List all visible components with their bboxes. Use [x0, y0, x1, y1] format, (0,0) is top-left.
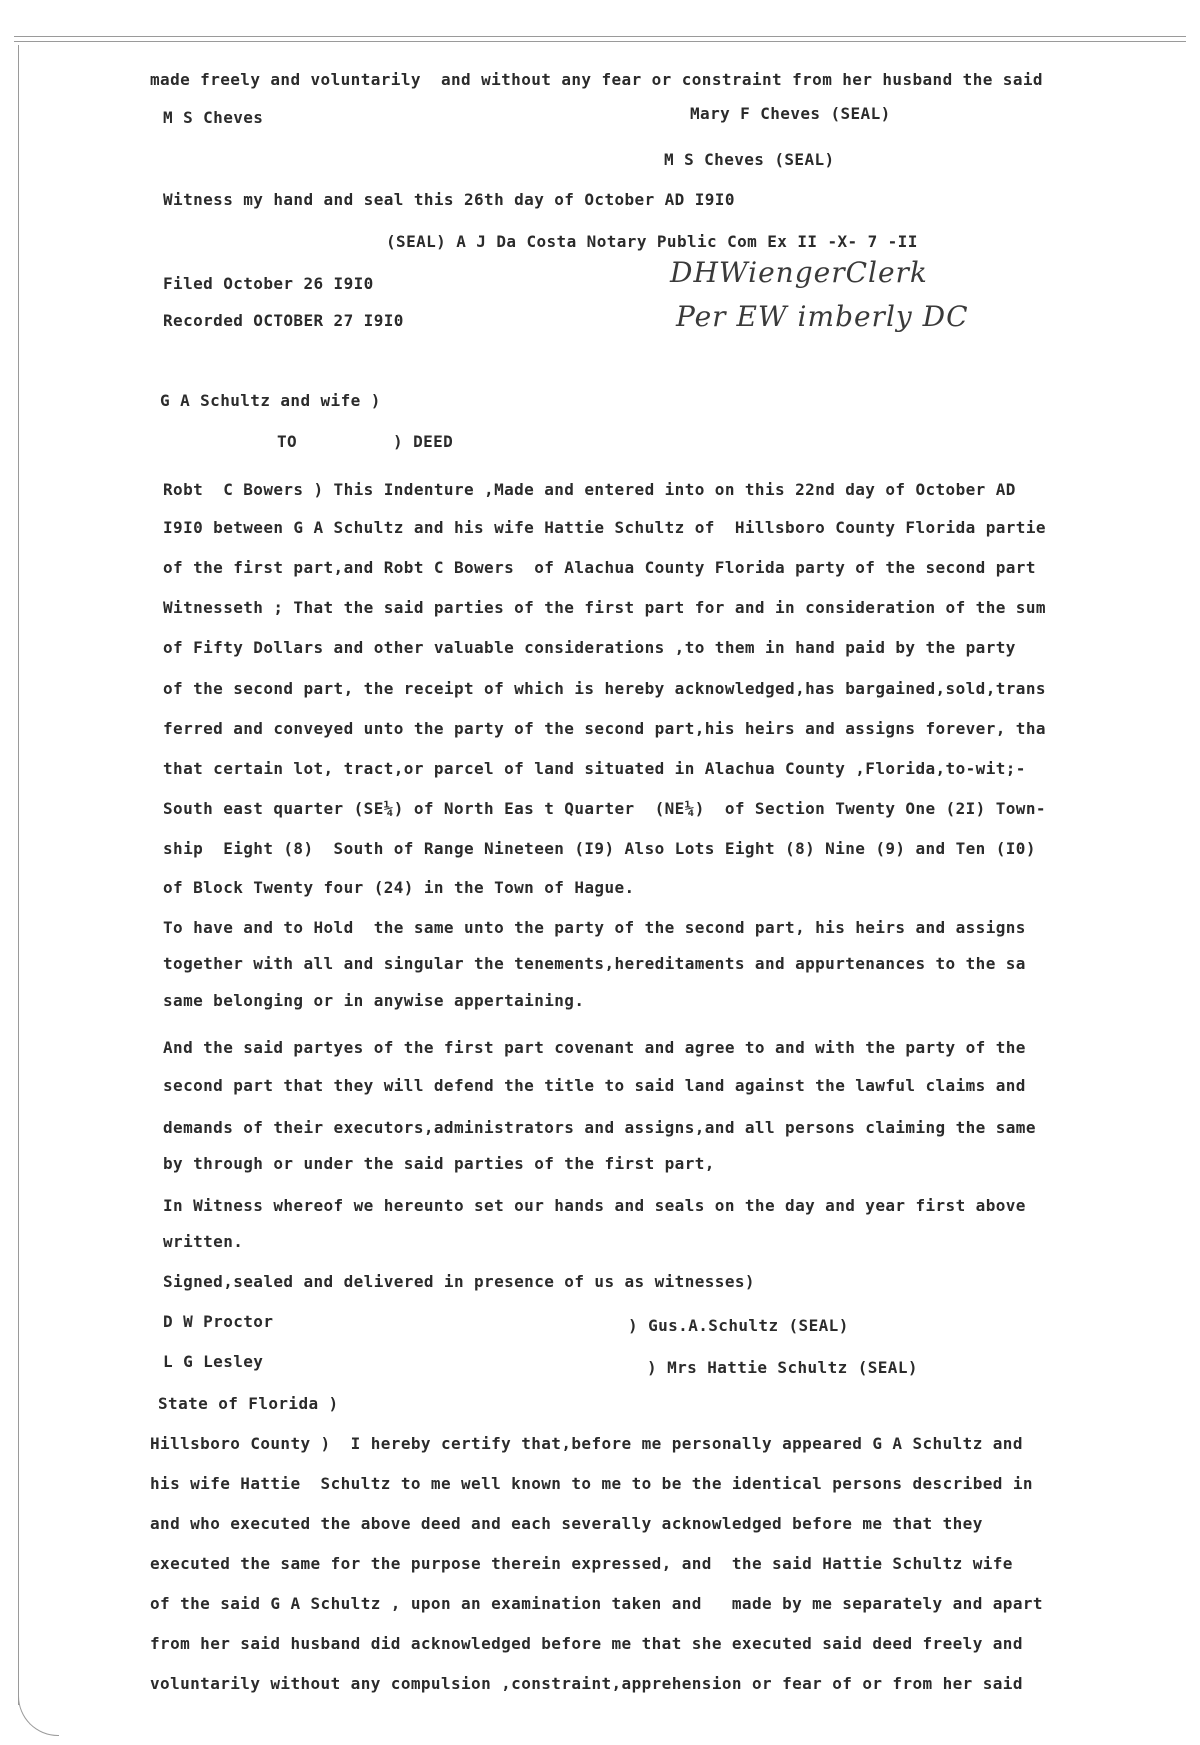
text-line: Witnesseth ; That the said parties of the first part for and in consideration of the sum [163, 598, 1046, 617]
text-line: his wife Hattie Schultz to me well known to me to be the identical persons described in [150, 1474, 1033, 1493]
page-corner-curve [18, 1695, 59, 1736]
legal-description-line: of Block Twenty four (24) in the Town of Hague. [163, 878, 635, 897]
text-line: from her said husband did acknowledged before me that she executed said deed freely and [150, 1634, 1023, 1653]
text-line: by through or under the said parties of the first part, [163, 1154, 715, 1173]
text-line: together with all and singular the tenements,hereditaments and appurtenances to the sa [163, 954, 1026, 973]
text-line: Hillsboro County ) I hereby certify that,before me personally appeared G A Schultz and [150, 1434, 1023, 1453]
witness-name: D W Proctor [163, 1312, 274, 1331]
text-line: Signed,sealed and delivered in presence of us as witnesses) [163, 1272, 755, 1291]
text-line: of the said G A Schultz , upon an examination taken and made by me separately and apart [150, 1594, 1043, 1613]
text-line: And the said partyes of the first part covenant and agree to and with the party of the [163, 1038, 1026, 1057]
deputy-clerk-signature: Per EW imberly DC [676, 300, 969, 333]
text-line: of the second part, the receipt of which is hereby acknowledged,has bargained,sold,trans [163, 679, 1046, 698]
text-line: executed the same for the purpose therein expressed, and the said Hattie Schultz wife [150, 1554, 1013, 1573]
top-rule-second [14, 41, 1186, 42]
left-margin-line [18, 45, 19, 1705]
text-line: ferred and conveyed unto the party of the second part,his heirs and assigns forever, tha [163, 719, 1046, 738]
grantor-name-line: M S Cheves [163, 108, 264, 127]
seal-signature-mary-cheves: Mary F Cheves (SEAL) [690, 104, 891, 123]
text-line: To have and to Hold the same unto the party of the second part, his heirs and assigns [163, 918, 1026, 937]
text-line: voluntarily without any compulsion ,constraint,apprehension or fear of or from her said [150, 1674, 1023, 1693]
witness-name: L G Lesley [163, 1352, 264, 1371]
grantor-seal-signature: ) Gus.A.Schultz (SEAL) [628, 1316, 849, 1335]
text-line: of the first part,and Robt C Bowers of Alachua County Florida party of the second part [163, 558, 1036, 577]
text-line: I9I0 between G A Schultz and his wife Hattie Schultz of Hillsboro County Florida partie [163, 518, 1046, 537]
text-line: written. [163, 1232, 244, 1251]
text-line: demands of their executors,administrators and assigns,and all persons claiming the same [163, 1118, 1036, 1137]
text-line: and who executed the above deed and each severally acknowledged before me that they [150, 1514, 983, 1533]
notary-line: (SEAL) A J Da Costa Notary Public Com Ex II -X- 7 -II [386, 232, 918, 251]
venue-state: State of Florida ) [158, 1394, 339, 1413]
top-rule [14, 36, 1186, 37]
witness-line: Witness my hand and seal this 26th day of October AD I9I0 [163, 190, 735, 209]
text-line: of Fifty Dollars and other valuable considerations ,to them in hand paid by the party [163, 638, 1016, 657]
text-line: second part that they will defend the title to said land against the lawful claims and [163, 1076, 1026, 1095]
text-line: that certain lot, tract,or parcel of land situated in Alachua County ,Florida,to-wit;- [163, 759, 1026, 778]
recorded-date: Recorded OCTOBER 27 I9I0 [163, 311, 404, 330]
deed-to-label: TO [277, 432, 298, 451]
legal-description-line: South east quarter (SE¼) of North Eas t Quarter (NE¼) of Section Twenty One (2I) Town- [163, 799, 1046, 818]
text-line: In Witness whereof we hereunto set our hands and seals on the day and year first above [163, 1196, 1026, 1215]
clerk-signature: DHWiengerClerk [670, 256, 928, 289]
legal-description-line: ship Eight (8) South of Range Nineteen (I9) Also Lots Eight (8) Nine (9) and Ten (I0) [163, 839, 1036, 858]
seal-signature-ms-cheves: M S Cheves (SEAL) [664, 150, 835, 169]
text-line: made freely and voluntarily and without any fear or constraint from her husband the said [150, 70, 1043, 89]
text-line: same belonging or in anywise appertaining. [163, 991, 585, 1010]
filed-date: Filed October 26 I9I0 [163, 274, 374, 293]
deed-parties-heading: G A Schultz and wife ) [160, 391, 381, 410]
grantor-seal-signature: ) Mrs Hattie Schultz (SEAL) [647, 1358, 918, 1377]
text-line: Robt C Bowers ) This Indenture ,Made and entered into on this 22nd day of October AD [163, 480, 1016, 499]
deed-type-label: ) DEED [393, 432, 454, 451]
